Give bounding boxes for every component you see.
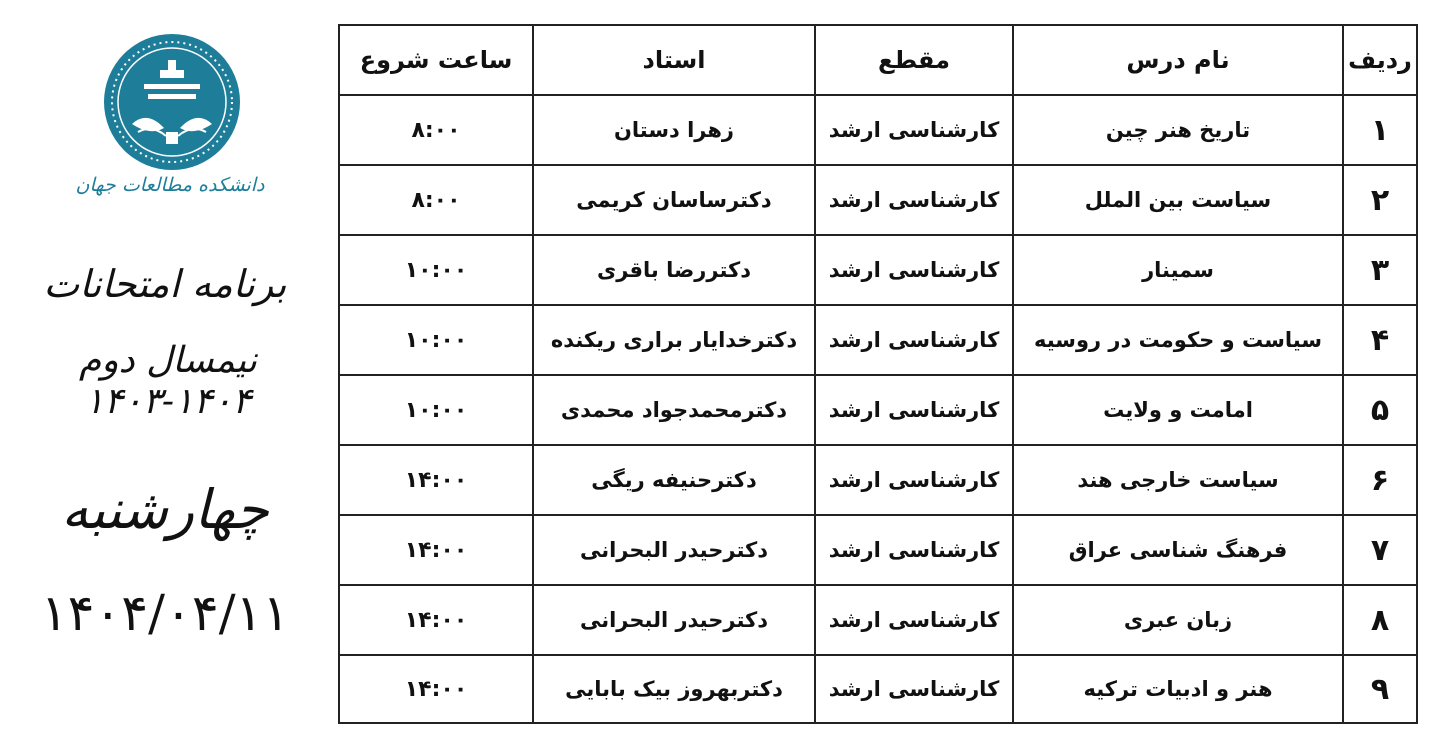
exam-day: چهارشنبه — [61, 478, 269, 541]
start-time: ۸:۰۰ — [339, 165, 533, 235]
degree-level: کارشناسی ارشد — [815, 305, 1013, 375]
table-row — [339, 515, 1417, 585]
table-row — [339, 445, 1417, 515]
header-start-time: ساعت شروع — [339, 25, 533, 95]
course-name: هنر و ادبیات ترکیه — [1013, 655, 1343, 723]
row-number: ۲ — [1343, 165, 1417, 235]
instructor-name: دکترحیدر البحرانی — [533, 585, 815, 655]
start-time: ۱۰:۰۰ — [339, 375, 533, 445]
table-header-row — [339, 25, 1417, 95]
header-row-number: ردیف — [1343, 25, 1417, 95]
table-row — [339, 235, 1417, 305]
degree-level: کارشناسی ارشد — [815, 655, 1013, 723]
course-name: سیاست خارجی هند — [1013, 445, 1343, 515]
table-row — [339, 95, 1417, 165]
university-logo — [102, 32, 242, 172]
instructor-name: زهرا دستان — [533, 95, 815, 165]
university-seal-icon — [102, 32, 242, 172]
degree-level: کارشناسی ارشد — [815, 515, 1013, 585]
instructor-name: دکتربهروز بیک بابایی — [533, 655, 815, 723]
course-name: سمینار — [1013, 235, 1343, 305]
course-name: تاریخ هنر چین — [1013, 95, 1343, 165]
start-time: ۱۴:۰۰ — [339, 445, 533, 515]
header-level: مقطع — [815, 25, 1013, 95]
course-name: امامت و ولایت — [1013, 375, 1343, 445]
degree-level: کارشناسی ارشد — [815, 165, 1013, 235]
sidebar — [0, 0, 330, 756]
course-name: سیاست بین الملل — [1013, 165, 1343, 235]
table-row — [339, 305, 1417, 375]
exam-schedule-table — [338, 24, 1418, 724]
instructor-name: دکتررضا باقری — [533, 235, 815, 305]
instructor-name: دکترمحمدجواد محمدی — [533, 375, 815, 445]
row-number: ۱ — [1343, 95, 1417, 165]
degree-level: کارشناسی ارشد — [815, 95, 1013, 165]
row-number: ۸ — [1343, 585, 1417, 655]
table-row — [339, 655, 1417, 723]
degree-level: کارشناسی ارشد — [815, 585, 1013, 655]
header-instructor: استاد — [533, 25, 815, 95]
degree-level: کارشناسی ارشد — [815, 375, 1013, 445]
instructor-name: دکترحنیفه ریگی — [533, 445, 815, 515]
table-row — [339, 375, 1417, 445]
exam-date: ۱۴۰۴/۰۴/۱۱ — [40, 584, 290, 642]
table-row — [339, 165, 1417, 235]
instructor-name: دکترساسان کریمی — [533, 165, 815, 235]
row-number: ۷ — [1343, 515, 1417, 585]
row-number: ۳ — [1343, 235, 1417, 305]
course-name: فرهنگ شناسی عراق — [1013, 515, 1343, 585]
course-name: سیاست و حکومت در روسیه — [1013, 305, 1343, 375]
row-number: ۴ — [1343, 305, 1417, 375]
start-time: ۱۴:۰۰ — [339, 655, 533, 723]
instructor-name: دکترحیدر البحرانی — [533, 515, 815, 585]
degree-level: کارشناسی ارشد — [815, 445, 1013, 515]
row-number: ۶ — [1343, 445, 1417, 515]
semester-label: نیمسال دوم ۱۴۰۴-۱۴۰۳ — [78, 340, 258, 422]
start-time: ۱۴:۰۰ — [339, 515, 533, 585]
start-time: ۸:۰۰ — [339, 95, 533, 165]
faculty-name: دانشکده مطالعات جهان — [75, 174, 265, 196]
row-number: ۹ — [1343, 655, 1417, 723]
instructor-name: دکترخدایار براری ریکنده — [533, 305, 815, 375]
course-name: زبان عبری — [1013, 585, 1343, 655]
header-course-name: نام درس — [1013, 25, 1343, 95]
exam-schedule-title: برنامه امتحانات — [43, 262, 287, 306]
start-time: ۱۰:۰۰ — [339, 235, 533, 305]
table-row — [339, 585, 1417, 655]
start-time: ۱۰:۰۰ — [339, 305, 533, 375]
degree-level: کارشناسی ارشد — [815, 235, 1013, 305]
row-number: ۵ — [1343, 375, 1417, 445]
start-time: ۱۴:۰۰ — [339, 585, 533, 655]
